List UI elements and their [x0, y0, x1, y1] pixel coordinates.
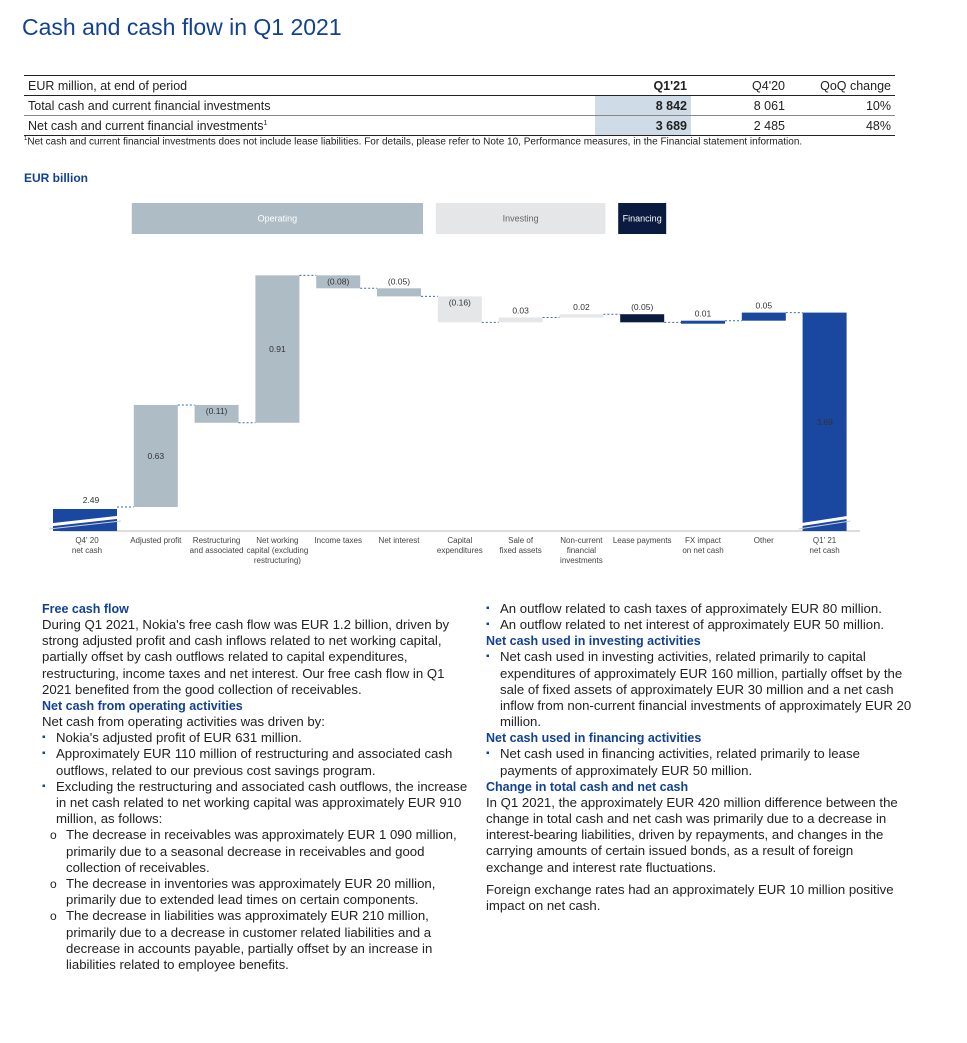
- data-label: 0.01: [694, 308, 712, 319]
- x-tick-label: Adjusted profit: [130, 536, 182, 545]
- x-tick-label: capital (excluding: [246, 546, 309, 555]
- table-header-qoq: QoQ change: [789, 76, 895, 96]
- footnote-text: Net cash and current financial investments does not include lease liabilities. For details, please refer to Note 10, Performance measures, in the Financial statement information.: [27, 136, 803, 148]
- x-tick-label: net cash: [809, 546, 840, 555]
- x-tick-label: Lease payments: [612, 536, 672, 545]
- op-bullet-list: [42, 730, 470, 827]
- op-bullet-list-cont: [486, 601, 914, 633]
- bar: [377, 288, 421, 296]
- x-tick-label: net cash: [71, 546, 103, 555]
- x-tick-label: Capital: [447, 536, 473, 545]
- bar: [559, 314, 603, 317]
- x-tick-label: and associated: [189, 546, 244, 555]
- x-tick-label: expenditures: [436, 546, 483, 555]
- table-row-label: [24, 116, 595, 136]
- table-cell-qoq: 10%: [789, 96, 895, 116]
- table-row: [24, 96, 895, 116]
- bar: [620, 314, 664, 322]
- x-tick-label: financial: [566, 546, 597, 555]
- list-item: o The decrease in liabilities was approximately EUR 210 million, primarily due to a decrease in customer related liabilities and a decrease in accounts payable, partially offset by an increase in liabilities related to employee benefits.: [66, 908, 470, 973]
- data-label: 0.03: [512, 305, 529, 316]
- fcf-body: During Q1 2021, Nokia's free cash flow was EUR 1.2 billion, driven by strong adjusted profit and cash inflows related to net working capital, partially offset by cash outflows related to capital expenditures, restructuring, income taxes and net interest. Our free cash flow in Q1 2021 benefited from the good collection of receivables.: [42, 617, 450, 697]
- page-title: Cash and cash flow in Q1 2021: [22, 14, 342, 40]
- data-label: (0.05): [631, 302, 654, 313]
- bar: [499, 317, 543, 322]
- x-tick-label: Net working: [256, 536, 299, 545]
- footnote-ref: 1: [263, 119, 268, 127]
- list-item: ▪ Nokia's adjusted profit of EUR 631 million.: [56, 730, 470, 746]
- list-item: ▪ Net cash used in financing activities, related primarily to lease payments of approximately EUR 50 million.: [500, 746, 914, 778]
- list-item: ▪ An outflow related to cash taxes of approximately EUR 80 million.: [500, 601, 914, 617]
- inv-bullet-list: [486, 649, 914, 730]
- list-item: ▪ Net cash used in investing activities, related primarily to capital expenditures of approximately EUR 160 million, partially offset by the sale of fixed assets of approximately EUR 30 million and a net cash inflow from non-current financial investments of approximately EUR 20 million.: [500, 649, 914, 730]
- data-label: 0.02: [573, 302, 590, 313]
- group-band-label: Operating: [257, 213, 298, 224]
- x-tick-label: Income taxes: [314, 536, 362, 545]
- chg-heading: Change in total cash and net cash: [486, 779, 689, 794]
- table-cell-qoq: 48%: [789, 116, 895, 136]
- x-tick-label: Other: [753, 536, 774, 545]
- data-label: (0.11): [205, 405, 228, 416]
- x-tick-label: FX impact: [684, 536, 722, 545]
- data-label: 0.05: [755, 300, 773, 311]
- x-tick-label: Q4' 20: [75, 536, 99, 545]
- data-label: 3.69: [816, 416, 833, 427]
- group-band-label: Financing: [622, 213, 662, 224]
- inv-heading: Net cash used in investing activities: [486, 634, 701, 649]
- data-label: (0.05): [387, 276, 411, 287]
- table-row-label: Total cash and current financial investments: [24, 96, 595, 116]
- data-label: 0.63: [147, 450, 165, 461]
- table-header-q4: Q4'20: [691, 76, 789, 96]
- group-band-label: Investing: [502, 213, 539, 224]
- fcf-heading: Free cash flow: [42, 602, 129, 616]
- x-tick-label: Net interest: [378, 536, 420, 545]
- left-column: [42, 601, 470, 973]
- data-label: (0.08): [327, 276, 350, 287]
- x-tick-label: restructuring): [253, 556, 301, 565]
- data-label: (0.16): [448, 297, 471, 308]
- table-cell-q4: 2 485: [691, 116, 789, 136]
- bar: [681, 321, 725, 324]
- fin-bullet-list: [486, 746, 914, 778]
- list-item: ▪ An outflow related to net interest of approximately EUR 50 million.: [500, 617, 914, 633]
- x-tick-label: Non-current: [560, 536, 603, 545]
- op-heading: Net cash from operating activities: [42, 699, 243, 714]
- x-tick-label: investments: [560, 556, 603, 565]
- list-item: o The decrease in receivables was approximately EUR 1 090 million, primarily due to a seasonal decrease in receivables and good collection of receivables.: [66, 827, 470, 876]
- summary-table: [24, 75, 895, 136]
- x-tick-label: on net cash: [682, 546, 724, 555]
- x-tick-label: Restructuring: [192, 536, 241, 545]
- table-header-label: EUR million, at end of period: [24, 76, 595, 96]
- bar: [742, 313, 786, 321]
- table-footnote: [24, 136, 802, 147]
- x-tick-label: Sale of: [508, 536, 534, 545]
- list-item: o The decrease in inventories was approximately EUR 20 million, primarily due to extended lead times on certain components.: [66, 876, 470, 908]
- data-label: 2.49: [82, 495, 100, 505]
- table-row: [24, 116, 895, 136]
- right-column: [486, 601, 914, 914]
- waterfall-chart: [0, 195, 967, 575]
- table-row-label-text: Net cash and current financial investments: [28, 118, 264, 133]
- x-tick-label: fixed assets: [499, 546, 542, 555]
- table-header-q1: Q1'21: [595, 76, 691, 96]
- table-cell-q1: 3 689: [595, 116, 691, 136]
- fin-heading: Net cash used in financing activities: [486, 731, 702, 746]
- list-item: ▪ Excluding the restructuring and associated cash outflows, the increase in net cash related to net working capital was approximately EUR 910 million, as follows:: [56, 779, 470, 828]
- footnote-mark: 1: [24, 136, 28, 142]
- chg-body: In Q1 2021, the approximately EUR 420 million difference between the change in total cash and net cash was primarily due to a decrease in interest-bearing liabilities, driven by repayments, and changes in the carrying amounts of certain issued bonds, as a result of foreign exchange and interest rate fluctuations.: [486, 794, 898, 875]
- fx-body: Foreign exchange rates had an approximately EUR 10 million positive impact on net cash.: [486, 881, 894, 914]
- op-intro: Net cash from operating activities was driven by:: [42, 714, 325, 730]
- op-sub-list: [28, 827, 470, 973]
- table-header-row: [24, 76, 895, 96]
- table-cell-q1: 8 842: [595, 96, 691, 116]
- x-tick-label: Q1' 21: [812, 536, 837, 545]
- table-cell-q4: 8 061: [691, 96, 789, 116]
- list-item: ▪ Approximately EUR 110 million of restructuring and associated cash outflows, related to our previous cost savings program.: [56, 746, 470, 778]
- data-label: 0.91: [269, 344, 286, 355]
- chart-unit-label: EUR billion: [24, 171, 88, 185]
